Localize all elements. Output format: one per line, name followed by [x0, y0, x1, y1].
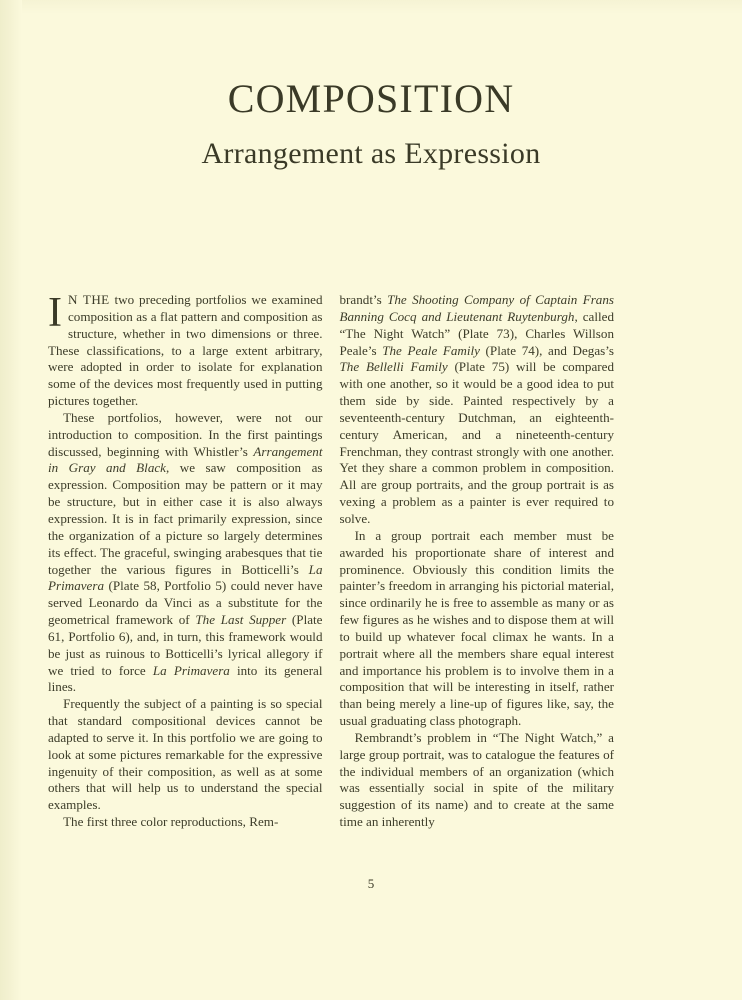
- small-caps-opening: N THE: [68, 292, 110, 307]
- page-edge-top-shading: [0, 0, 742, 14]
- title-italic: The Peale Family: [382, 342, 480, 358]
- page-subtitle: Arrangement as Expression: [201, 137, 541, 170]
- title-italic: The Shooting Company of Captain Frans Banning Cocq and Lieutenant Ruytenburgh: [339, 292, 614, 324]
- text-run: (Plate 75) will be compared with one another, so it would be a good idea to put them side by side. Painted respectively by a seventeenth-century Dutchman, an eighteenth-century American, and a nineteenth-century Frenchman, they contrast strongly with one another. Yet they share a common problem in composition. All are group portraits, and the group portrait is as vexing a problem as a painter is ever required to solve.: [339, 359, 614, 526]
- paragraph-special-subjects: [48, 696, 323, 814]
- title-italic: La Primavera: [152, 662, 230, 678]
- paragraph-opening-text: two preceding portfolios we examined composition as a flat pattern and composition as structure, whether in two dimensions or three. These classifications, to a large extent arbitrary, were adopted in order to isolate for explanation some of the devices most frequently used in putting pictures together.: [48, 292, 323, 409]
- paragraph-night-watch-problem: [340, 730, 615, 831]
- page-number: 5: [367, 876, 375, 891]
- text-run: In a group portrait each member must be awarded his proportionate share of interest and prominence. Obviously this condition limits the painter’s freedom in arranging his pictorial material, since ordinarily he is free to assemble as many or as few figures as he wishes and to dispose them at will to build up whatever focal climax he wants. In a portrait where all the members share equal interest and importance his problem is to involve them in a composition that will be interesting in itself, rather than being merely a line-up of figures like, say, the usual graduating class photograph.: [339, 527, 614, 729]
- text-run: brandt’s: [339, 292, 388, 307]
- paragraph-rembrandt-plates: [340, 292, 615, 528]
- title-italic: The Last Supper: [195, 612, 287, 628]
- drop-cap: I: [48, 290, 62, 336]
- body-columns: [48, 292, 614, 872]
- left-column: [48, 292, 323, 872]
- text-run: (Plate 61, Portfolio 6), and, in turn, this framework would be just as ruinous to Botticelli’s lyrical allegory if we tried to force: [48, 612, 323, 678]
- text-run: (Plate 58, Portfolio 5) could never have served Leonardo da Vinci as a substitute for the geometrical framework of: [48, 578, 323, 628]
- text-run: , we saw composition as expression. Composition may be pattern or it may be structure, but in either case it is also always expression. It is in fact primarily expression, since the organization of a picture so largely determines its effect. The graceful, swinging arabesques that tie together the various figures in Botticelli’s: [48, 460, 323, 577]
- text-run: into its general lines.: [48, 662, 323, 695]
- text-run: These portfolios, however, were not our introduction to composition. In the first paintings discussed, beginning with Whistler’s: [48, 409, 323, 459]
- paragraph-first-three-reproductions: [48, 814, 323, 831]
- title-italic: La Primavera: [48, 561, 323, 594]
- text-run: Rembrandt’s problem in “The Night Watch,” a large group portrait, was to catalogue the features of the individual members of an organization (which was essentially social in spite of the military suggestion of its name) and to create at the same time an inherently: [339, 729, 614, 830]
- text-run: Frequently the subject of a painting is so special that standard compositional devices cannot be adapted to serve it. In this portfolio we are going to look at some pictures remarkable for the expressive ingenuity of their composition, as well as at some others that will help us to understand the special examples.: [48, 696, 323, 813]
- paragraph-opening: [48, 292, 323, 410]
- text-run: (Plate 74), and Degas’s: [479, 342, 614, 358]
- right-column: [340, 292, 615, 872]
- title-italic: The Bellelli Family: [339, 359, 448, 375]
- title-italic: Arrangement in Gray and Black: [48, 443, 323, 476]
- text-run: The first three color reproductions, Rem-: [63, 814, 279, 830]
- paragraph-group-portrait: [340, 528, 615, 730]
- paragraph-whistler-botticelli: [48, 410, 323, 696]
- page-title: COMPOSITION: [227, 76, 515, 121]
- title-block: [0, 78, 742, 171]
- text-run: , called “The Night Watch” (Plate 73), Charles Willson Peale’s: [339, 308, 614, 358]
